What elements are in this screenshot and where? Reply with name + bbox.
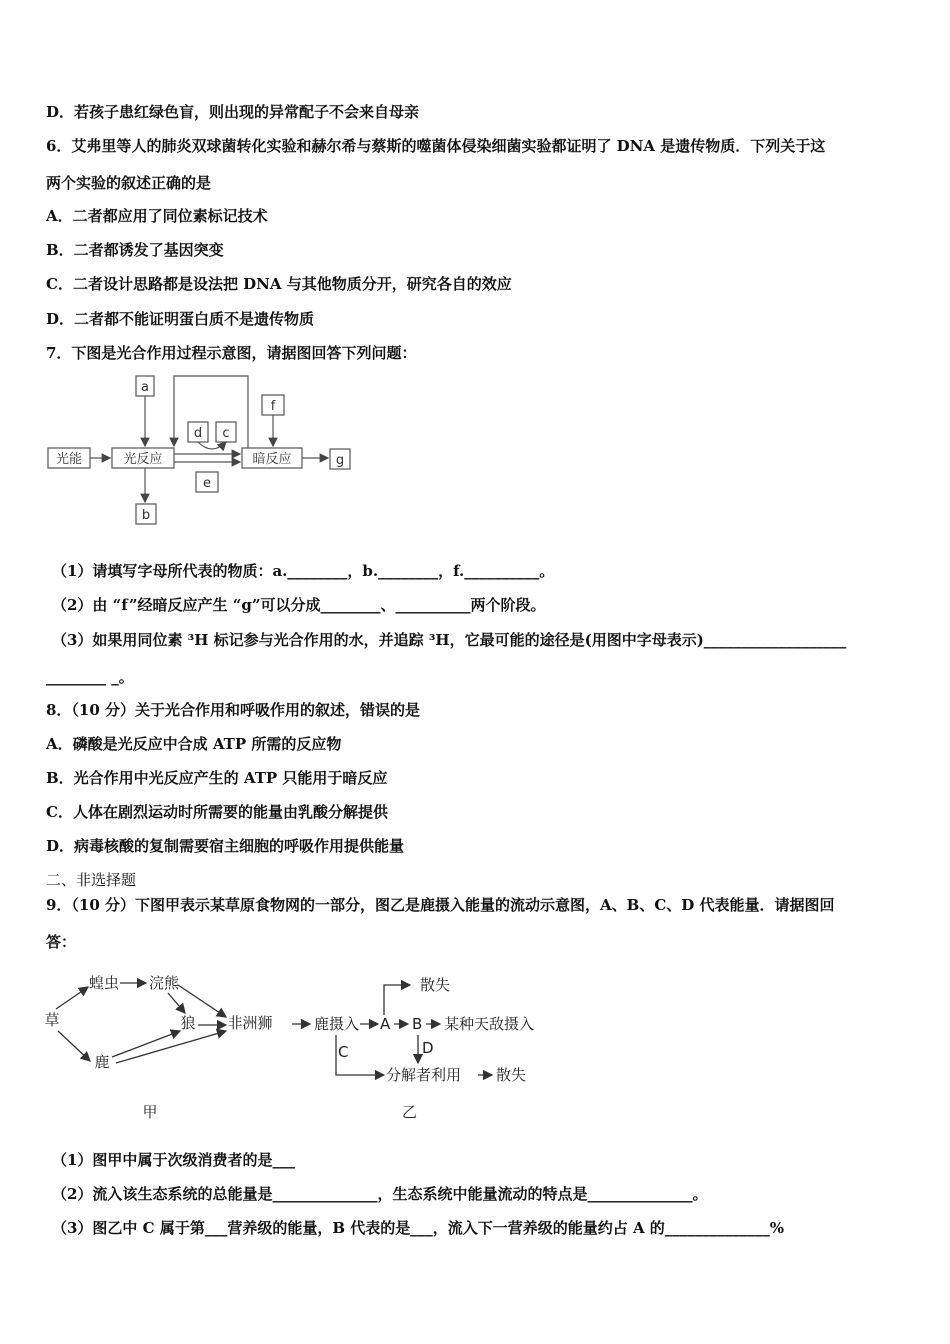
label-light-reaction: 光反应 — [123, 452, 163, 467]
label-light-energy: 光能 — [55, 452, 83, 467]
q8-option-b: B．光合作用中光反应产生的 ATP 只能用于暗反应 — [46, 769, 388, 787]
q9-sub1: （1）图甲中属于次级消费者的是___ — [52, 1151, 295, 1169]
q6-stem-line1: 6．艾弗里等人的肺炎双球菌转化实验和赫尔希与蔡斯的噬菌体侵染细菌实验都证明了 DNA 是遗传物质．下列关于这 — [46, 137, 826, 155]
q8-option-a: A．磷酸是光反应中合成 ATP 所需的反应物 — [46, 735, 342, 753]
flow-loss1: 散失 — [420, 976, 451, 994]
q7-sub1: （1）请填写字母所代表的物质：a.________，b.________，f.__________。 — [52, 562, 555, 580]
label-f: f — [270, 399, 276, 414]
flow-intake: 鹿摄入 — [314, 1015, 360, 1033]
node-wolf: 狼 — [180, 1014, 196, 1032]
flow-decomp: 分解者利用 — [386, 1066, 462, 1084]
q9-sub3: （3）图乙中 C 属于第___营养级的能量，B 代表的是___，流入下一营养级的能量约占 A 的______________% — [52, 1219, 785, 1237]
q7-sub3: （3）如果用同位素 ³H 标记参与光合作用的水，并追踪 ³H，它最可能的途径是(用图中字母表示)___________________ — [52, 631, 847, 649]
label-d: d — [193, 426, 203, 441]
node-locust: 蝗虫 — [88, 974, 120, 992]
label-c: c — [222, 426, 230, 441]
flow-d: D — [422, 1039, 434, 1057]
flow-enemy: 某种天敌摄入 — [444, 1015, 535, 1033]
photosynthesis-diagram — [40, 370, 370, 530]
label-g: g — [335, 453, 345, 468]
node-lion: 非洲狮 — [227, 1014, 273, 1032]
flow-a: A — [380, 1015, 391, 1033]
node-deer: 鹿 — [94, 1053, 110, 1071]
q6-option-a: A．二者都应用了同位素标记技术 — [46, 207, 268, 225]
label-jia: 甲 — [142, 1103, 158, 1121]
flow-b: B — [412, 1015, 423, 1033]
label-dark-reaction: 暗反应 — [252, 452, 292, 467]
q7-stem: 7．下图是光合作用过程示意图，请据图回答下列问题： — [46, 344, 417, 362]
food-web-diagram — [40, 965, 290, 1125]
q9-stem-line2: 答： — [46, 933, 77, 951]
q6-option-b: B．二者都诱发了基因突变 — [46, 241, 224, 259]
q6-option-c: C．二者设计思路都是设法把 DNA 与其他物质分开，研究各自的效应 — [46, 275, 512, 293]
flow-loss2: 散失 — [496, 1066, 527, 1084]
q8-option-d: D．病毒核酸的复制需要宿主细胞的呼吸作用提供能量 — [46, 837, 405, 855]
q8-option-c: C．人体在剧烈运动时所需要的能量由乳酸分解提供 — [46, 803, 388, 821]
label-yi: 乙 — [402, 1103, 418, 1121]
node-bear: 浣熊 — [148, 974, 180, 992]
q7-sub2: （2）由 “f”经暗反应产生 “g”可以分成________、__________两个阶段。 — [52, 596, 546, 614]
label-b: b — [141, 508, 151, 523]
q9-stem-line1: 9．（10 分）下图甲表示某草原食物网的一部分，图乙是鹿摄入能量的流动示意图，A、B、C、D 代表能量．请据图回 — [46, 896, 835, 914]
label-a: a — [141, 380, 149, 395]
section-heading: 二、非选择题 — [46, 871, 137, 889]
node-grass: 草 — [44, 1011, 60, 1029]
q7-sub3-cont: ________ _。 — [46, 668, 134, 686]
q6-stem — [46, 136, 825, 156]
q9-sub2: （2）流入该生态系统的总能量是______________，生态系统中能量流动的特点是______________。 — [52, 1185, 708, 1203]
flow-c: C — [338, 1043, 349, 1061]
q6-option-d: D．二者都不能证明蛋白质不是遗传物质 — [46, 310, 315, 328]
label-e: e — [203, 476, 211, 491]
q6-stem-line2: 两个实验的叙述正确的是 — [46, 174, 212, 192]
q5-option-d: D．若孩子患红绿色盲，则出现的异常配子不会来自母亲 — [46, 103, 420, 121]
q8-stem: 8．（10 分）关于光合作用和呼吸作用的叙述，错误的是 — [46, 701, 421, 719]
energy-flow-diagram — [290, 965, 540, 1125]
